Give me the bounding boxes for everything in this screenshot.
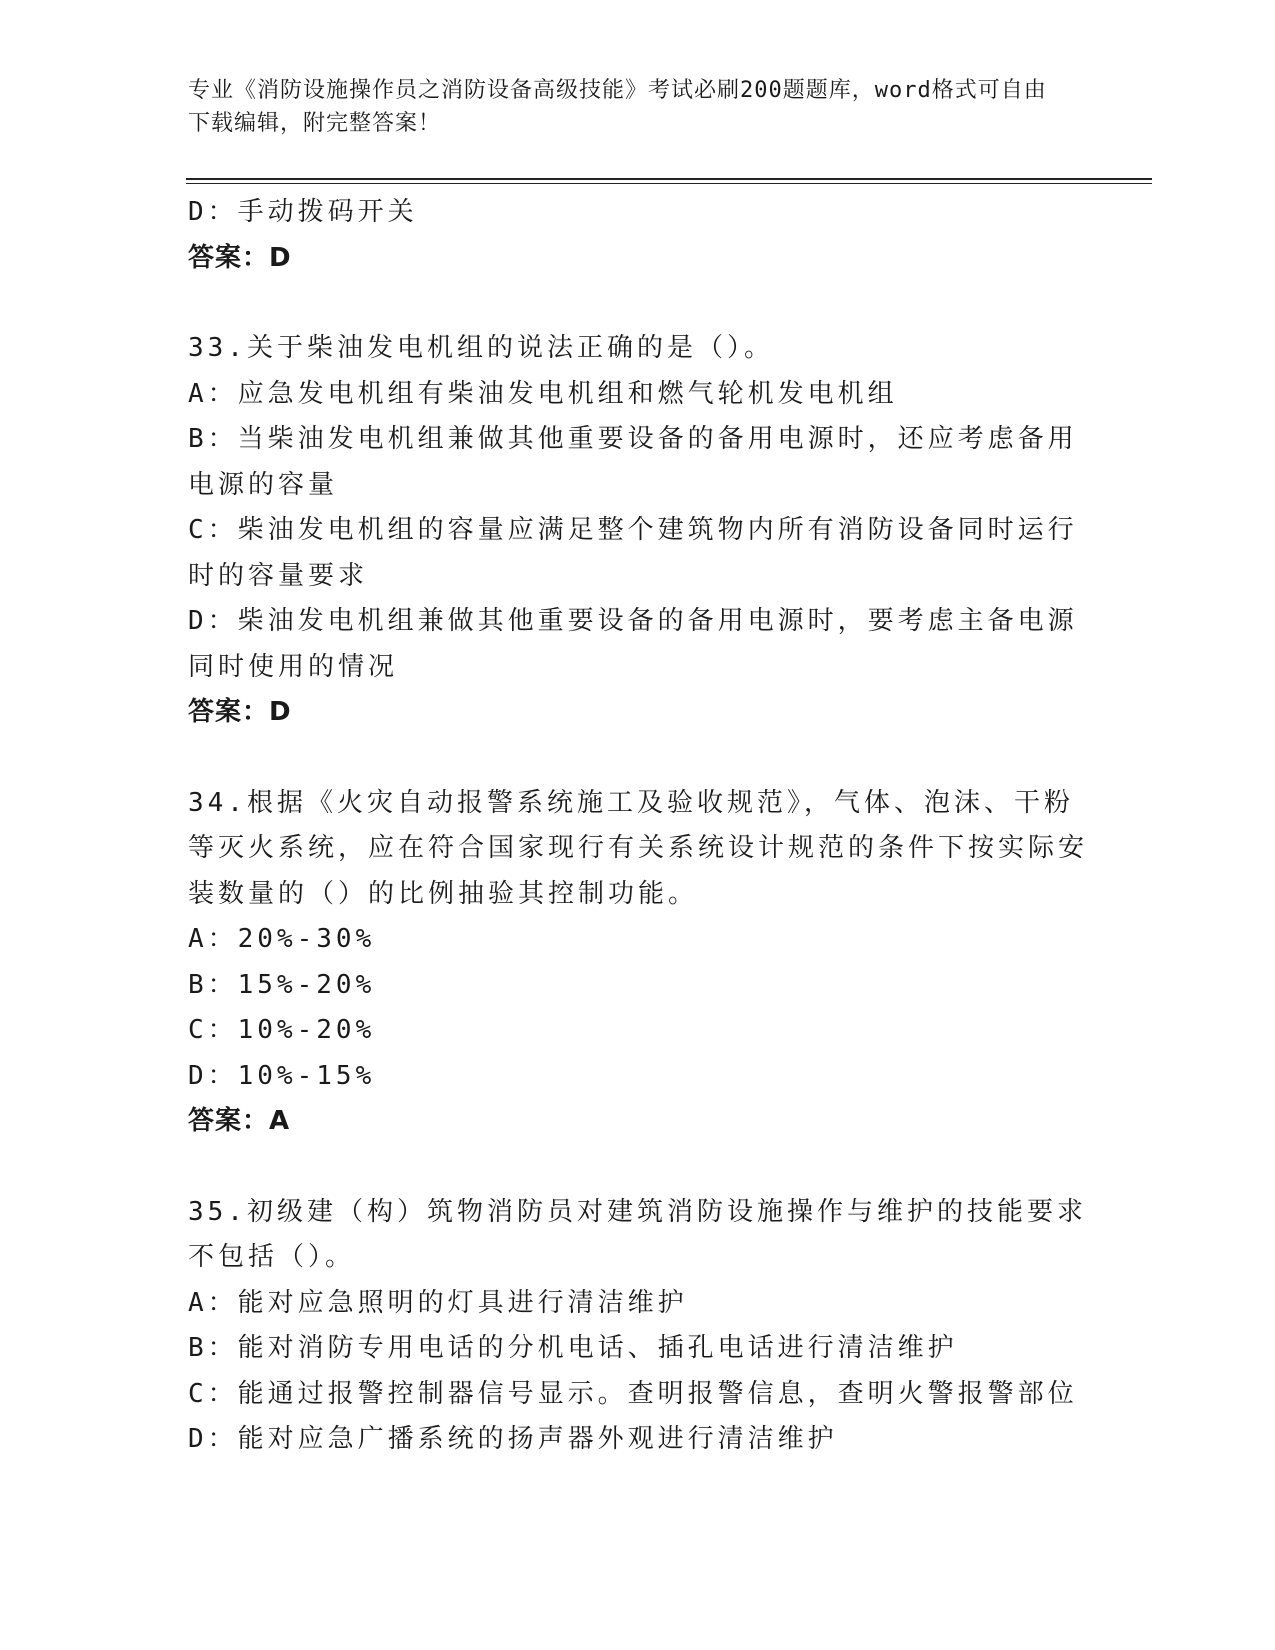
question-34	[188, 781, 1088, 1145]
question-stem: 35.初级建（构）筑物消防员对建筑消防设施操作与维护的技能要求不包括（）。	[188, 1196, 1087, 1272]
question-stem: 33.关于柴油发电机组的说法正确的是（）。	[188, 333, 774, 363]
option-d: D：柴油发电机组兼做其他重要设备的备用电源时，要考虑主备电源同时使用的情况	[188, 606, 1078, 682]
option-d: D：10%-15%	[188, 1060, 376, 1091]
question-35	[188, 1190, 1088, 1463]
carryover-answer: 答案：D	[188, 242, 292, 273]
option-a: A：能对应急照明的灯具进行清洁维护	[188, 1287, 688, 1318]
spacer	[188, 736, 1088, 781]
header-divider-thin	[186, 183, 1152, 184]
option-c: C：10%-20%	[188, 1015, 376, 1045]
carryover-option-d: D：手动拨码开关	[188, 197, 418, 227]
spacer	[188, 1145, 1088, 1190]
option-d: D：能对应急广播系统的扬声器外观进行清洁维护	[188, 1424, 838, 1454]
option-a: A：应急发电机组有柴油发电机组和燃气轮机发电机组	[188, 378, 898, 409]
option-c: C：柴油发电机组的容量应满足整个建筑物内所有消防设备同时运行时的容量要求	[188, 515, 1078, 591]
option-b: B：当柴油发电机组兼做其他重要设备的备用电源时，还应考虑备用电源的容量	[188, 424, 1078, 500]
page-header: 专业《消防设施操作员之消防设备高级技能》考试必刷200题题库，word格式可自由下载编辑，附完整答案！	[188, 78, 1047, 136]
question-33	[188, 326, 1088, 736]
header-divider-thick	[186, 178, 1152, 180]
spacer	[188, 281, 1088, 326]
question-stem: 34.根据《火灾自动报警系统施工及验收规范》，气体、泡沫、干粉等灭火系统，应在符合国家现行有关系统设计规范的条件下按实际安装数量的（）的比例抽验其控制功能。	[188, 787, 1089, 909]
answer: 答案：A	[188, 1106, 291, 1136]
option-b: B：能对消防专用电话的分机电话、插孔电话进行清洁维护	[188, 1333, 958, 1363]
answer: 答案：D	[188, 697, 292, 727]
option-b: B：15%-20%	[188, 969, 376, 1000]
option-a: A：20%-30%	[188, 924, 376, 954]
question-content	[188, 190, 1088, 1463]
option-c: C：能通过报警控制器信号显示。查明报警信息，查明火警报警部位	[188, 1378, 1078, 1409]
